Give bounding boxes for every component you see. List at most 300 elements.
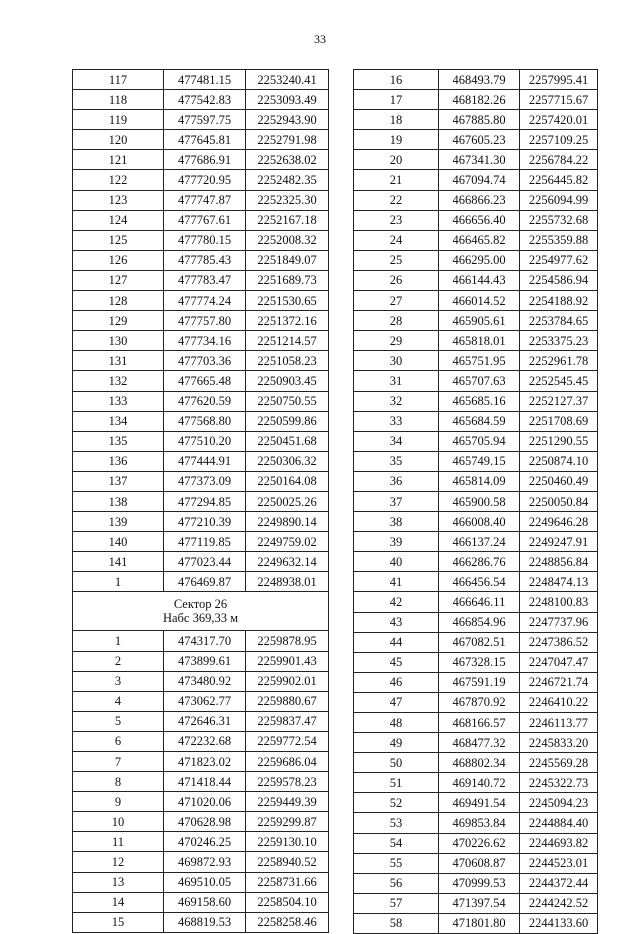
y-coordinate-cell: 2249632.14 — [246, 552, 329, 572]
y-coordinate-cell: 2244133.60 — [520, 913, 598, 933]
y-coordinate-cell: 2252791.98 — [246, 130, 329, 150]
x-coordinate-cell: 477774.24 — [164, 291, 246, 311]
x-coordinate-cell: 477783.47 — [164, 270, 246, 290]
x-coordinate-cell: 467591.19 — [439, 672, 520, 692]
point-number-cell: 137 — [73, 471, 164, 491]
y-coordinate-cell: 2245094.23 — [520, 793, 598, 813]
table-row — [354, 150, 598, 170]
table-row — [354, 612, 598, 632]
y-coordinate-cell: 2259837.47 — [246, 711, 329, 731]
x-coordinate-cell: 477597.75 — [164, 110, 246, 130]
point-number-cell: 25 — [354, 250, 439, 270]
x-coordinate-cell: 465707.63 — [439, 371, 520, 391]
y-coordinate-cell: 2252545.45 — [520, 371, 598, 391]
point-number-cell: 125 — [73, 230, 164, 250]
x-coordinate-cell: 477645.81 — [164, 130, 246, 150]
point-number-cell: 119 — [73, 110, 164, 130]
point-number-cell: 28 — [354, 311, 439, 331]
table-row — [73, 210, 329, 230]
point-number-cell: 6 — [73, 731, 164, 751]
point-number-cell: 56 — [354, 873, 439, 893]
point-number-cell: 38 — [354, 512, 439, 532]
point-number-cell: 34 — [354, 431, 439, 451]
x-coordinate-cell: 471418.44 — [164, 772, 246, 792]
y-coordinate-cell: 2250451.68 — [246, 431, 329, 451]
y-coordinate-cell: 2252638.02 — [246, 150, 329, 170]
point-number-cell: 43 — [354, 612, 439, 632]
table-row — [354, 250, 598, 270]
y-coordinate-cell: 2250164.08 — [246, 471, 329, 491]
point-number-cell: 39 — [354, 532, 439, 552]
table-row — [354, 873, 598, 893]
x-coordinate-cell: 467094.74 — [439, 170, 520, 190]
point-number-cell: 19 — [354, 130, 439, 150]
y-coordinate-cell: 2245322.73 — [520, 773, 598, 793]
table-row — [354, 753, 598, 773]
x-coordinate-cell: 477620.59 — [164, 391, 246, 411]
point-number-cell: 136 — [73, 451, 164, 471]
point-number-cell: 58 — [354, 913, 439, 933]
y-coordinate-cell: 2246113.77 — [520, 713, 598, 733]
y-coordinate-cell: 2258731.66 — [246, 872, 329, 892]
point-number-cell: 7 — [73, 752, 164, 772]
table-row — [354, 270, 598, 290]
table-row — [73, 391, 329, 411]
y-coordinate-cell: 2259686.04 — [246, 752, 329, 772]
table-row — [73, 832, 329, 852]
point-number-cell: 122 — [73, 170, 164, 190]
table-row — [73, 711, 329, 731]
x-coordinate-cell: 466137.24 — [439, 532, 520, 552]
table-row — [73, 912, 329, 932]
table-row — [354, 532, 598, 552]
point-number-cell: 130 — [73, 331, 164, 351]
table-row — [73, 270, 329, 290]
point-number-cell: 36 — [354, 471, 439, 491]
x-coordinate-cell: 465749.15 — [439, 451, 520, 471]
x-coordinate-cell: 477767.61 — [164, 210, 246, 230]
x-coordinate-cell: 466465.82 — [439, 230, 520, 250]
table-row — [73, 691, 329, 711]
x-coordinate-cell: 477568.80 — [164, 411, 246, 431]
y-coordinate-cell: 2251708.69 — [520, 411, 598, 431]
y-coordinate-cell: 2253093.49 — [246, 90, 329, 110]
x-coordinate-cell: 471397.54 — [439, 893, 520, 913]
x-coordinate-cell: 465685.16 — [439, 391, 520, 411]
y-coordinate-cell: 2248100.83 — [520, 592, 598, 612]
table-row — [73, 230, 329, 250]
y-coordinate-cell: 2249890.14 — [246, 512, 329, 532]
point-number-cell: 53 — [354, 813, 439, 833]
y-coordinate-cell: 2244242.52 — [520, 893, 598, 913]
y-coordinate-cell: 2254977.62 — [520, 250, 598, 270]
table-row — [354, 130, 598, 150]
table-row — [354, 652, 598, 672]
point-number-cell: 32 — [354, 391, 439, 411]
point-number-cell: 31 — [354, 371, 439, 391]
y-coordinate-cell: 2258258.46 — [246, 912, 329, 932]
table-row — [354, 491, 598, 511]
table-row — [354, 833, 598, 853]
table-row — [354, 351, 598, 371]
point-number-cell: 15 — [73, 912, 164, 932]
y-coordinate-cell: 2254188.92 — [520, 291, 598, 311]
x-coordinate-cell: 477747.87 — [164, 190, 246, 210]
y-coordinate-cell: 2252961.78 — [520, 351, 598, 371]
point-number-cell: 21 — [354, 170, 439, 190]
table-row — [354, 572, 598, 592]
point-number-cell: 139 — [73, 512, 164, 532]
table-row — [73, 371, 329, 391]
point-number-cell: 8 — [73, 772, 164, 792]
table-row — [73, 291, 329, 311]
x-coordinate-cell: 472232.68 — [164, 731, 246, 751]
x-coordinate-cell: 474317.70 — [164, 631, 246, 651]
y-coordinate-cell: 2246721.74 — [520, 672, 598, 692]
point-number-cell: 140 — [73, 532, 164, 552]
table-row — [73, 772, 329, 792]
x-coordinate-cell: 467605.23 — [439, 130, 520, 150]
y-coordinate-cell: 2254586.94 — [520, 270, 598, 290]
table-row — [73, 331, 329, 351]
point-number-cell: 11 — [73, 832, 164, 852]
table-row — [354, 733, 598, 753]
point-number-cell: 51 — [354, 773, 439, 793]
table-row — [73, 792, 329, 812]
x-coordinate-cell: 465818.01 — [439, 331, 520, 351]
y-coordinate-cell: 2259878.95 — [246, 631, 329, 651]
point-number-cell: 138 — [73, 491, 164, 511]
y-coordinate-cell: 2251689.73 — [246, 270, 329, 290]
point-number-cell: 134 — [73, 411, 164, 431]
x-coordinate-cell: 477686.91 — [164, 150, 246, 170]
table-row — [73, 130, 329, 150]
table-row — [354, 713, 598, 733]
x-coordinate-cell: 477757.80 — [164, 311, 246, 331]
point-number-cell: 41 — [354, 572, 439, 592]
point-number-cell: 124 — [73, 210, 164, 230]
x-coordinate-cell: 468182.26 — [439, 90, 520, 110]
point-number-cell: 2 — [73, 651, 164, 671]
y-coordinate-cell: 2259902.01 — [246, 671, 329, 691]
x-coordinate-cell: 470608.87 — [439, 853, 520, 873]
y-coordinate-cell: 2244884.40 — [520, 813, 598, 833]
x-coordinate-cell: 477785.43 — [164, 250, 246, 270]
x-coordinate-cell: 465751.95 — [439, 351, 520, 371]
x-coordinate-cell: 468166.57 — [439, 713, 520, 733]
table-row — [73, 491, 329, 511]
table-row — [354, 773, 598, 793]
table-row — [354, 70, 598, 90]
y-coordinate-cell: 2257420.01 — [520, 110, 598, 130]
point-number-cell: 17 — [354, 90, 439, 110]
x-coordinate-cell: 466656.40 — [439, 210, 520, 230]
x-coordinate-cell: 466295.00 — [439, 250, 520, 270]
y-coordinate-cell: 2245833.20 — [520, 733, 598, 753]
y-coordinate-cell: 2252008.32 — [246, 230, 329, 250]
point-number-cell: 127 — [73, 270, 164, 290]
x-coordinate-cell: 466854.96 — [439, 612, 520, 632]
y-coordinate-cell: 2259772.54 — [246, 731, 329, 751]
x-coordinate-cell: 477734.16 — [164, 331, 246, 351]
point-number-cell: 10 — [73, 812, 164, 832]
x-coordinate-cell: 469158.60 — [164, 892, 246, 912]
y-coordinate-cell: 2247047.47 — [520, 652, 598, 672]
sector-header-row — [73, 592, 329, 631]
point-number-cell: 20 — [354, 150, 439, 170]
right-table-body — [354, 70, 598, 934]
x-coordinate-cell: 471020.06 — [164, 792, 246, 812]
point-number-cell: 129 — [73, 311, 164, 331]
table-row — [354, 210, 598, 230]
x-coordinate-cell: 466008.40 — [439, 512, 520, 532]
table-row — [73, 451, 329, 471]
table-row — [354, 451, 598, 471]
point-number-cell: 45 — [354, 652, 439, 672]
table-row — [354, 411, 598, 431]
point-number-cell: 47 — [354, 692, 439, 712]
point-number-cell: 48 — [354, 713, 439, 733]
x-coordinate-cell: 467328.15 — [439, 652, 520, 672]
point-number-cell: 1 — [73, 631, 164, 651]
point-number-cell: 22 — [354, 190, 439, 210]
y-coordinate-cell: 2259299.87 — [246, 812, 329, 832]
table-row — [354, 632, 598, 652]
table-row — [354, 291, 598, 311]
table-row — [73, 250, 329, 270]
table-row — [354, 692, 598, 712]
point-number-cell: 23 — [354, 210, 439, 230]
x-coordinate-cell: 465705.94 — [439, 431, 520, 451]
y-coordinate-cell: 2259901.43 — [246, 651, 329, 671]
table-row — [354, 552, 598, 572]
y-coordinate-cell: 2251372.16 — [246, 311, 329, 331]
y-coordinate-cell: 2246410.22 — [520, 692, 598, 712]
x-coordinate-cell: 471801.80 — [439, 913, 520, 933]
point-number-cell: 18 — [354, 110, 439, 130]
x-coordinate-cell: 470246.25 — [164, 832, 246, 852]
table-row — [354, 893, 598, 913]
x-coordinate-cell: 465684.59 — [439, 411, 520, 431]
y-coordinate-cell: 2251214.57 — [246, 331, 329, 351]
y-coordinate-cell: 2248938.01 — [246, 572, 329, 592]
point-number-cell: 123 — [73, 190, 164, 210]
sector-header — [73, 592, 329, 631]
y-coordinate-cell: 2247737.96 — [520, 612, 598, 632]
point-number-cell: 29 — [354, 331, 439, 351]
point-number-cell: 54 — [354, 833, 439, 853]
y-coordinate-cell: 2258940.52 — [246, 852, 329, 872]
y-coordinate-cell: 2249646.28 — [520, 512, 598, 532]
y-coordinate-cell: 2250874.10 — [520, 451, 598, 471]
point-number-cell: 46 — [354, 672, 439, 692]
coordinates-table-right — [353, 69, 598, 934]
point-number-cell: 12 — [73, 852, 164, 872]
y-coordinate-cell: 2252325.30 — [246, 190, 329, 210]
y-coordinate-cell: 2253784.65 — [520, 311, 598, 331]
x-coordinate-cell: 469140.72 — [439, 773, 520, 793]
y-coordinate-cell: 2245569.28 — [520, 753, 598, 773]
y-coordinate-cell: 2256784.22 — [520, 150, 598, 170]
point-number-cell: 118 — [73, 90, 164, 110]
point-number-cell: 33 — [354, 411, 439, 431]
table-row — [73, 532, 329, 552]
x-coordinate-cell: 466646.11 — [439, 592, 520, 612]
x-coordinate-cell: 473062.77 — [164, 691, 246, 711]
table-row — [73, 872, 329, 892]
x-coordinate-cell: 472646.31 — [164, 711, 246, 731]
point-number-cell: 117 — [73, 70, 164, 90]
y-coordinate-cell: 2259880.67 — [246, 691, 329, 711]
y-coordinate-cell: 2253240.41 — [246, 70, 329, 90]
point-number-cell: 26 — [354, 270, 439, 290]
y-coordinate-cell: 2250750.55 — [246, 391, 329, 411]
table-row — [354, 793, 598, 813]
point-number-cell: 55 — [354, 853, 439, 873]
x-coordinate-cell: 466286.76 — [439, 552, 520, 572]
y-coordinate-cell: 2249247.91 — [520, 532, 598, 552]
point-number-cell: 49 — [354, 733, 439, 753]
point-number-cell: 141 — [73, 552, 164, 572]
point-number-cell: 42 — [354, 592, 439, 612]
sector-title: Сектор 26 — [173, 597, 228, 612]
point-number-cell: 133 — [73, 391, 164, 411]
x-coordinate-cell: 467082.51 — [439, 632, 520, 652]
table-row — [354, 592, 598, 612]
table-row — [73, 512, 329, 532]
point-number-cell: 132 — [73, 371, 164, 391]
table-row — [73, 431, 329, 451]
y-coordinate-cell: 2251290.55 — [520, 431, 598, 451]
table-row — [73, 671, 329, 691]
x-coordinate-cell: 465900.58 — [439, 491, 520, 511]
point-number-cell: 44 — [354, 632, 439, 652]
point-number-cell: 57 — [354, 893, 439, 913]
table-row — [73, 651, 329, 671]
table-row — [73, 812, 329, 832]
y-coordinate-cell: 2256445.82 — [520, 170, 598, 190]
x-coordinate-cell: 466866.23 — [439, 190, 520, 210]
table-row — [73, 411, 329, 431]
point-number-cell: 50 — [354, 753, 439, 773]
y-coordinate-cell: 2252482.35 — [246, 170, 329, 190]
y-coordinate-cell: 2252943.90 — [246, 110, 329, 130]
table-row — [354, 471, 598, 491]
x-coordinate-cell: 477023.44 — [164, 552, 246, 572]
point-number-cell: 40 — [354, 552, 439, 572]
point-number-cell: 52 — [354, 793, 439, 813]
table-row — [73, 892, 329, 912]
table-row — [354, 331, 598, 351]
y-coordinate-cell: 2259449.39 — [246, 792, 329, 812]
table-row — [354, 672, 598, 692]
table-row — [354, 311, 598, 331]
x-coordinate-cell: 477665.48 — [164, 371, 246, 391]
x-coordinate-cell: 477210.39 — [164, 512, 246, 532]
point-number-cell: 131 — [73, 351, 164, 371]
point-number-cell: 120 — [73, 130, 164, 150]
y-coordinate-cell: 2257995.41 — [520, 70, 598, 90]
y-coordinate-cell: 2244523.01 — [520, 853, 598, 873]
x-coordinate-cell: 473899.61 — [164, 651, 246, 671]
x-coordinate-cell: 468819.53 — [164, 912, 246, 932]
point-number-cell: 14 — [73, 892, 164, 912]
coordinates-table-left — [72, 69, 329, 933]
x-coordinate-cell: 465814.09 — [439, 471, 520, 491]
y-coordinate-cell: 2250025.26 — [246, 491, 329, 511]
y-coordinate-cell: 2258504.10 — [246, 892, 329, 912]
point-number-cell: 3 — [73, 671, 164, 691]
y-coordinate-cell: 2256094.99 — [520, 190, 598, 210]
point-number-cell: 30 — [354, 351, 439, 371]
x-coordinate-cell: 468477.32 — [439, 733, 520, 753]
x-coordinate-cell: 471823.02 — [164, 752, 246, 772]
table-row — [354, 391, 598, 411]
y-coordinate-cell: 2251849.07 — [246, 250, 329, 270]
y-coordinate-cell: 2250460.49 — [520, 471, 598, 491]
point-number-cell: 24 — [354, 230, 439, 250]
x-coordinate-cell: 469872.93 — [164, 852, 246, 872]
y-coordinate-cell: 2257109.25 — [520, 130, 598, 150]
table-row — [73, 311, 329, 331]
y-coordinate-cell: 2250050.84 — [520, 491, 598, 511]
x-coordinate-cell: 468802.34 — [439, 753, 520, 773]
y-coordinate-cell: 2249759.02 — [246, 532, 329, 552]
x-coordinate-cell: 470628.98 — [164, 812, 246, 832]
point-number-cell: 37 — [354, 491, 439, 511]
x-coordinate-cell: 468493.79 — [439, 70, 520, 90]
table-row — [73, 752, 329, 772]
table-row — [354, 371, 598, 391]
table-row — [354, 170, 598, 190]
table-row — [354, 190, 598, 210]
y-coordinate-cell: 2255359.88 — [520, 230, 598, 250]
y-coordinate-cell: 2253375.23 — [520, 331, 598, 351]
y-coordinate-cell: 2259130.10 — [246, 832, 329, 852]
sector-area: Набс 369,33 м — [162, 611, 239, 626]
x-coordinate-cell: 465905.61 — [439, 311, 520, 331]
table-row — [354, 110, 598, 130]
x-coordinate-cell: 469491.54 — [439, 793, 520, 813]
table-row — [354, 813, 598, 833]
point-number-cell: 13 — [73, 872, 164, 892]
y-coordinate-cell: 2250903.45 — [246, 371, 329, 391]
table-row — [73, 351, 329, 371]
x-coordinate-cell: 466456.54 — [439, 572, 520, 592]
x-coordinate-cell: 469853.84 — [439, 813, 520, 833]
x-coordinate-cell: 466014.52 — [439, 291, 520, 311]
x-coordinate-cell: 477294.85 — [164, 491, 246, 511]
page-number: 33 — [314, 32, 326, 46]
table-row — [354, 853, 598, 873]
x-coordinate-cell: 473480.92 — [164, 671, 246, 691]
table-row — [73, 552, 329, 572]
point-number-cell: 35 — [354, 451, 439, 471]
y-coordinate-cell: 2252167.18 — [246, 210, 329, 230]
point-number-cell: 1 — [73, 572, 164, 592]
x-coordinate-cell: 476469.87 — [164, 572, 246, 592]
table-row — [73, 471, 329, 491]
y-coordinate-cell: 2248856.84 — [520, 552, 598, 572]
y-coordinate-cell: 2248474.13 — [520, 572, 598, 592]
point-number-cell: 27 — [354, 291, 439, 311]
table-row — [354, 913, 598, 933]
y-coordinate-cell: 2257715.67 — [520, 90, 598, 110]
x-coordinate-cell: 477703.36 — [164, 351, 246, 371]
point-number-cell: 128 — [73, 291, 164, 311]
table-row — [73, 190, 329, 210]
x-coordinate-cell: 477119.85 — [164, 532, 246, 552]
